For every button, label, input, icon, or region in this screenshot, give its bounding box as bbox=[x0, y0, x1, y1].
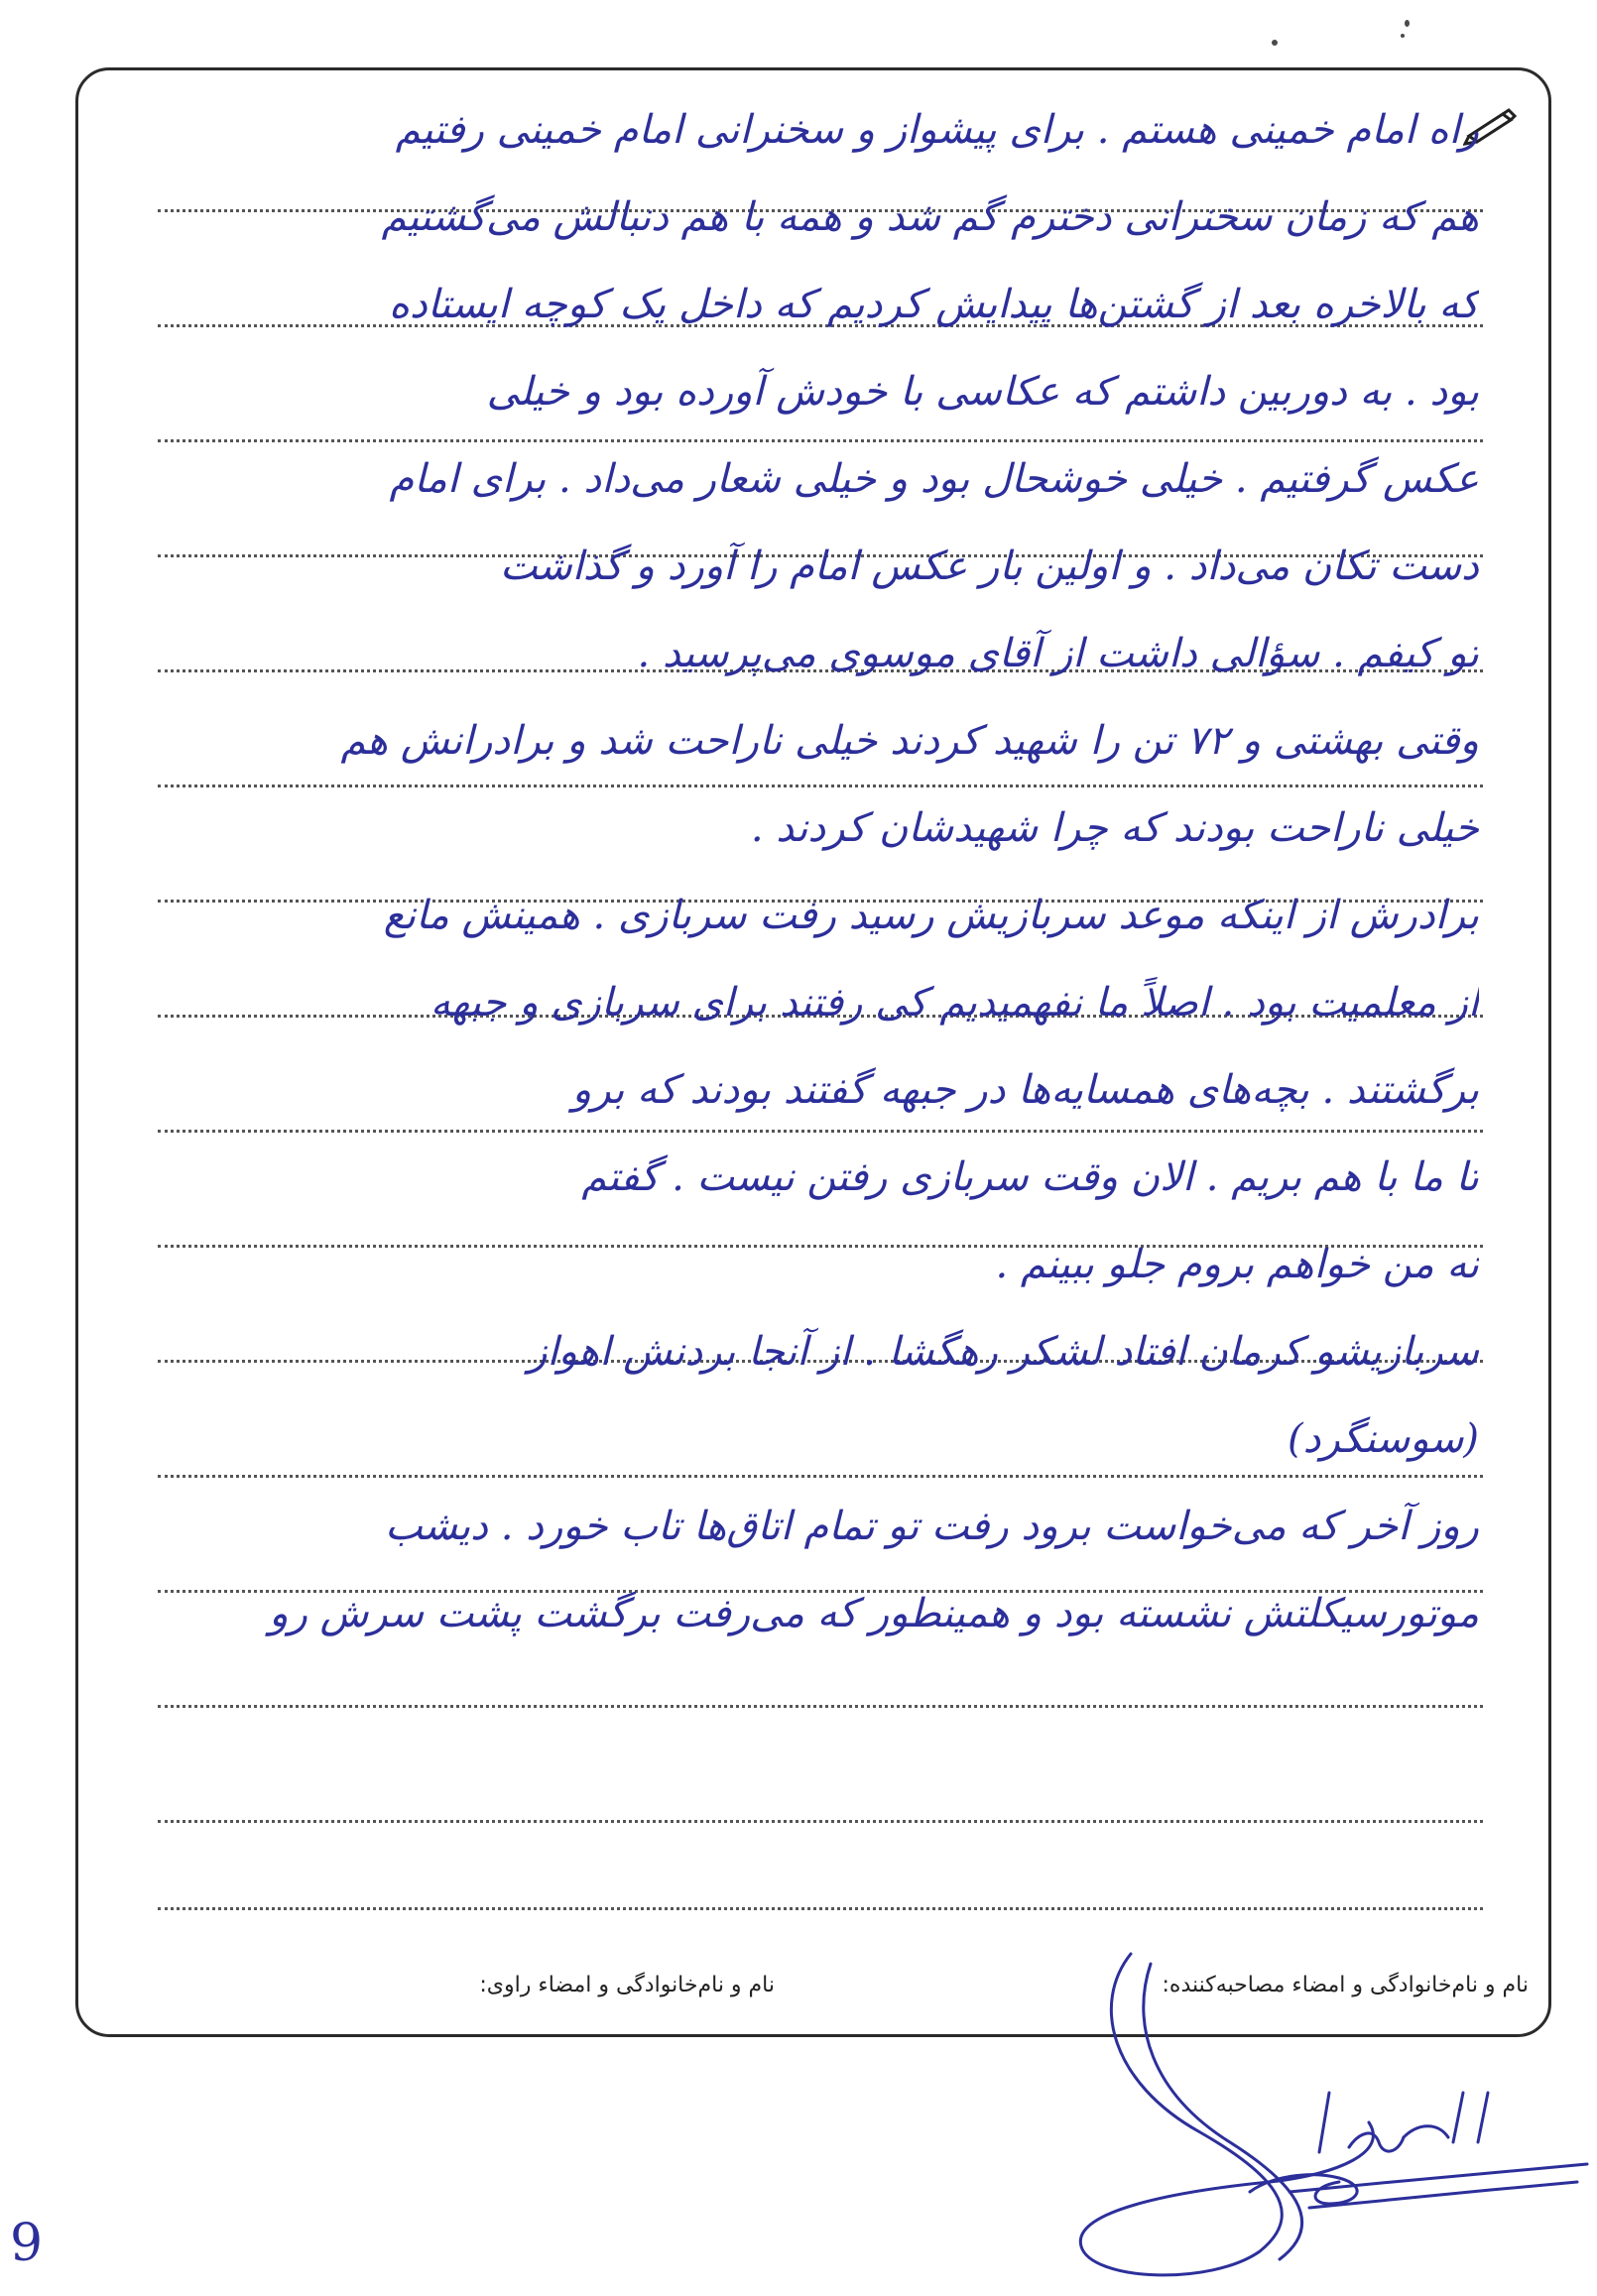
handwritten-line: موتورسیکلتش نشسته بود و همینطور که می‌رفت برگشت پشت سرش رو bbox=[269, 1591, 1479, 1636]
handwritten-line: عکس گرفتیم . خیلی خوشحال بود و خیلی شعار می‌داد . برای امام bbox=[389, 456, 1479, 502]
dotted-rule bbox=[158, 1820, 1483, 1823]
scan-speck bbox=[1272, 40, 1278, 46]
handwritten-line: (سوسنگرد) bbox=[1288, 1416, 1479, 1462]
handwritten-line: تو کیفم . سؤالی داشت از آقای موسوی می‌پرسید . bbox=[637, 631, 1479, 676]
dotted-rule bbox=[158, 1907, 1483, 1910]
handwritten-line: دست تکان می‌داد . و اولین بار عکس امام را آورد و گذاشت bbox=[500, 544, 1479, 589]
signature-scribble bbox=[1012, 1944, 1597, 2296]
dotted-rule bbox=[158, 1705, 1483, 1708]
handwritten-line: بود . به دوربین داشتم که عکاسی با خودش آورده بود و خیلی bbox=[486, 369, 1479, 415]
interviewer-signature-label: نام و نام‌خانوادگی و امضاء مصاحبه‌کننده: bbox=[1162, 1973, 1529, 1997]
dotted-rule bbox=[158, 785, 1483, 787]
handwritten-line: سربازیشو کرمان افتاد لشکر رهگشا . از آنجا بردنش اهواز bbox=[528, 1329, 1479, 1375]
scan-speck bbox=[1401, 34, 1405, 38]
handwritten-line: خیلی ناراحت بودند که چرا شهیدشان کردند . bbox=[750, 805, 1479, 851]
handwritten-line: راه امام خمینی هستم . برای پیشواز و سخنرانی امام خمینی رفتیم bbox=[395, 107, 1479, 153]
handwritten-line: تا ما با هم بریم . الان وقت سربازی رفتن نیست . گفتم bbox=[581, 1154, 1479, 1200]
handwritten-line: برادرش از اینکه موعد سربازیش رسید رفت سربازی . همینش مانع bbox=[383, 893, 1479, 938]
scan-speck bbox=[1405, 20, 1410, 27]
handwritten-line: برگشتند . بچه‌های همسایه‌ها در جبهه گفتند بودند که برو bbox=[571, 1067, 1479, 1113]
handwritten-line: نه من خواهم بروم جلو ببینم . bbox=[995, 1242, 1479, 1287]
form-frame bbox=[75, 67, 1551, 2037]
dotted-rule bbox=[158, 1130, 1483, 1133]
handwritten-line: که بالاخره بعد از گشتن‌ها پیدایش کردیم که داخل یک کوچه ایستاده bbox=[389, 282, 1479, 327]
dotted-rule bbox=[158, 439, 1483, 442]
narrator-signature-label: نام و نام‌خانوادگی و امضاء راوی: bbox=[479, 1973, 775, 1997]
page-number: 9 bbox=[10, 2214, 44, 2273]
handwritten-line: وقتی بهشتی و ۷۲ تن را شهید کردند خیلی ناراحت شد و برادرانش هم bbox=[340, 718, 1479, 764]
handwritten-line: هم که زمان سخنرانی دخترم گم شد و همه با هم دنبالش می‌گشتیم bbox=[381, 194, 1479, 240]
dotted-rule bbox=[158, 1475, 1483, 1478]
handwritten-line: روز آخر که می‌خواست برود رفت تو تمام اتاق‌ها تاب خورد . دیشب bbox=[385, 1504, 1479, 1549]
handwritten-line: از معلمیت بود . اصلاً ما نفهمیدیم کی رفتند برای سربازی و جبهه bbox=[430, 980, 1479, 1026]
